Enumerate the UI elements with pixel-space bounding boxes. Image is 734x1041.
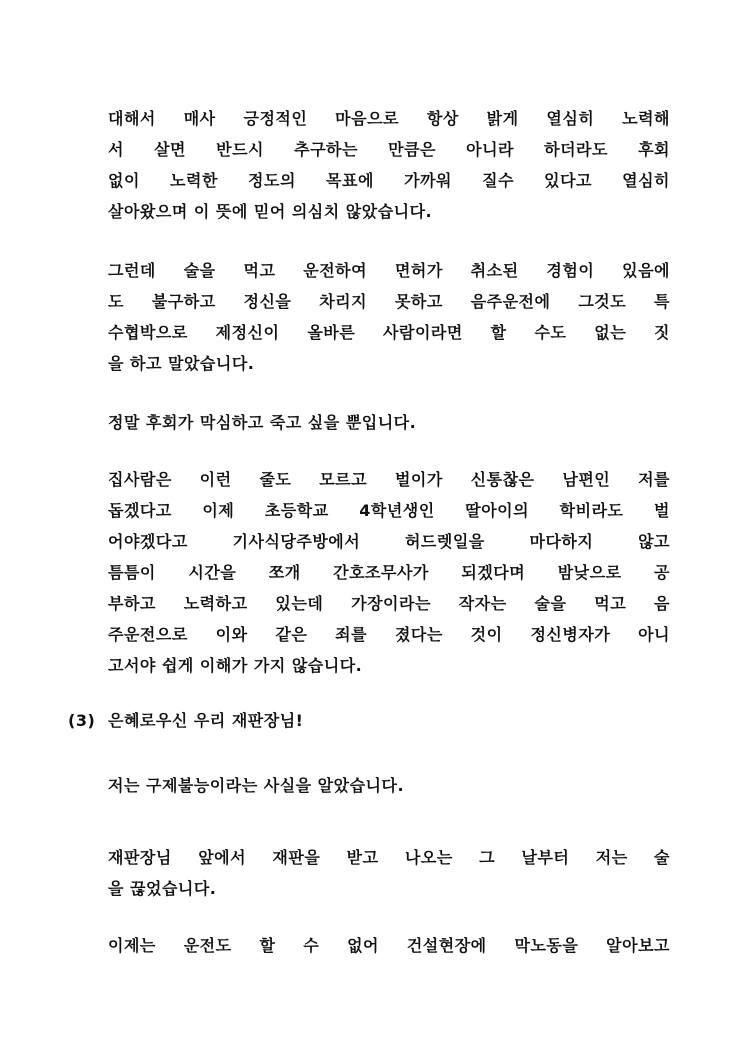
text-line: 을 하고 말았습니다. — [108, 354, 255, 373]
text-line: 서 살면 반드시 추구하는 만큼은 아니라 하더라도 후회 — [108, 140, 670, 159]
text-line: 도 불구하고 정신을 차리지 못하고 음주운전에 그것도 특 — [108, 292, 670, 311]
text-line: 수협박으로 제정신이 올바른 사람이라면 할 수도 없는 짓 — [108, 323, 670, 342]
text-line: 대해서 매사 긍정적인 마음으로 항상 밝게 열심히 노력해 — [108, 109, 670, 128]
text-line: 을 끊었습니다. — [108, 879, 217, 898]
text-line: 주운전으로 이와 같은 죄를 졌다는 것이 정신병자가 아니 — [108, 625, 670, 644]
paragraph-drunk-driving — [108, 255, 670, 379]
paragraph-positive-mind — [108, 103, 670, 227]
text-line: 재판장님 앞에서 재판을 받고 나오는 그 날부터 저는 술 — [108, 848, 670, 867]
section-heading — [68, 705, 303, 736]
paragraph-hopeless — [108, 770, 670, 801]
text-line: 그런데 술을 먹고 운전하여 면허가 취소된 경험이 있음에 — [108, 261, 670, 280]
paragraph-quit-drinking — [108, 842, 670, 904]
text-line: 돕겠다고 이제 초등학교 4학년생인 딸아이의 학비라도 벌 — [108, 501, 670, 520]
text-line: 어야겠다고 기사식당주방에서 허드렛일을 마다하지 않고 — [108, 532, 670, 551]
text-line: 정말 후회가 막심하고 죽고 싶을 뿐입니다. — [108, 413, 417, 432]
text-line: 저는 구제불능이라는 사실을 알았습니다. — [108, 776, 405, 795]
text-line: 집사람은 이런 줄도 모르고 벌이가 신통찮은 남편인 저를 — [108, 470, 670, 489]
text-line: 이제는 운전도 할 수 없어 건설현장에 막노동을 알아보고 — [108, 936, 670, 955]
text-line: 없이 노력한 정도의 목표에 가까워 질수 있다고 열심히 — [108, 171, 670, 190]
paragraph-regret — [108, 407, 670, 438]
text-line: 살아왔으며 이 뜻에 믿어 의심치 않았습니다. — [108, 202, 433, 221]
paragraph-construction-work — [108, 930, 670, 961]
text-line: 틈틈이 시간을 쪼개 간호조무사가 되겠다며 밤낮으로 공 — [108, 563, 670, 582]
paragraph-wife — [108, 464, 670, 681]
text-line: 부하고 노력하고 있는데 가장이라는 작자는 술을 먹고 음 — [108, 594, 670, 613]
section-heading-text: 은혜로우신 우리 재판장님! — [108, 711, 304, 730]
section-number: (3) — [68, 711, 96, 730]
text-line: 고서야 쉽게 이해가 가지 않습니다. — [108, 656, 363, 675]
